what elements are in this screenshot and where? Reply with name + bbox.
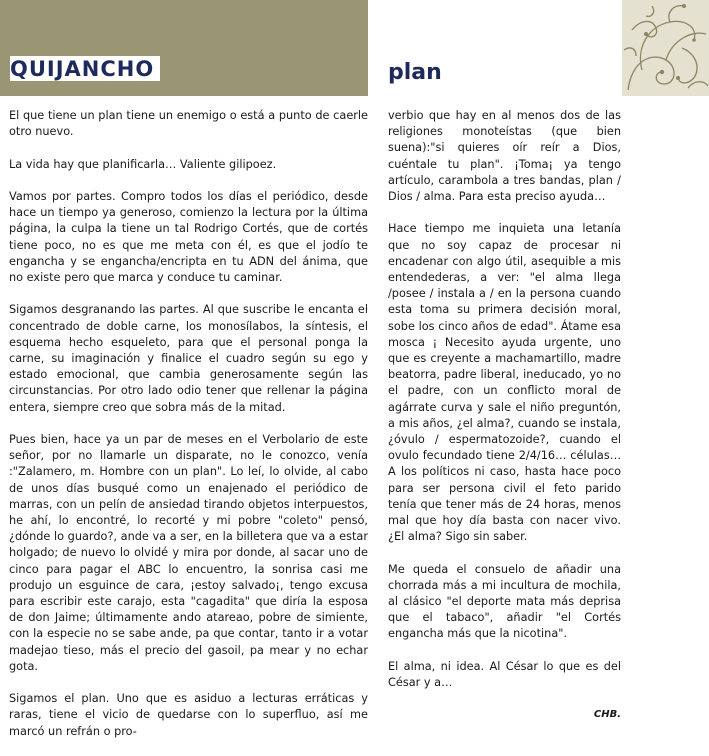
paragraph: El alma, ni idea. Al César lo que es del César y a…: [388, 659, 621, 690]
paragraph: Sigamos desgranando las partes. Al que suscribe le encanta el concentrado de doble carne, los monosílabos, la síntesis, el esquema hecho esqueleto, para que el personal ponga la carne, su imaginación y finalice el cuadro según su ego y estado emocional, que cambia generosamente según las circunstancias. Por otro lado odio tener que rellenar la página entera, siempre creo que sobra más de la mitad.: [9, 303, 368, 414]
paragraph: Sigamos el plan. Uno que es asiduo a lecturas erráticas y raras, tiene el vicio de quedarse con lo superfluo, así me marcó un refrán o pro-: [9, 692, 368, 738]
left-column: [9, 108, 368, 756]
paragraph: Hace tiempo me inquieta una letanía que no soy capaz de procesar ni encadenar con algo útil, asequible a mis entendederas, a ver: "el alma llega /posee / instala a / en la persona cuando esta toma su primera decisión moral, sobe los cinco años de edad". Átame esa mosca ¡ Necesito ayuda urgente, uno que es creyente a machamartillo, madre beatorra, padre liberal, ineducado, yo no el padre, con un conflicto moral de agárrate curva y sale el niño preguntón, a mis años, ¿el alma?, cuando se instala, ¿óvulo / espermatozoide?, cuando el ovulo fecundado tiene 2/4/16… células… A los políticos ni caso, hasta hace poco para ser persona civil el feto parido tenía que tener más de 24 horas, menos mal que hoy día basta con nacer vivo. ¿El alma? Sigo sin saber.: [388, 222, 621, 544]
right-column: [388, 108, 621, 724]
paragraph: Me queda el consuelo de añadir una chorrada más a mi incultura de mochila, al clásico "el deporte mata más deprisa que el tabaco", añadir "el Cortés engancha más que la nicotina".: [388, 562, 621, 641]
paragraph: La vida hay que planificarla… Valiente gilipoez.: [9, 157, 277, 171]
floral-ornament-icon: [622, 0, 709, 96]
paragraph: Vamos por partes. Compro todos los días el periódico, desde hace un tiempo ya generoso, comienzo la lectura por la última página, la culpa la tiene un tal Rodrigo Cortés, que de cortés tiene poco, no es que me meta con él, es que el jodío te engancha y se engancha/encripta en tu ADN del ánima, que no existe pero que marca y conduce tu caminar.: [9, 189, 368, 284]
section-label: QUIJANCHO: [10, 56, 160, 81]
header-band: [0, 0, 368, 96]
paragraph: Pues bien, hace ya un par de meses en el Verbolario de este señor, por no llamarle un disparate, no le conozco, venía :"Zalamero, m. Hombre con un plan". Lo leí, lo olvide, al cabo de unos días busqué como un enajenado el periódico de marras, con un pelín de ansiedad tirando objetos interpuestos, he ahí, lo encontré, lo recorté y mi pobre "coleto" pensó, ¿dónde lo guardo?, ande va a ser, en la billetera que va a estar holgado; de nuevo lo olvidé y mira por donde, al sacar uno de cinco para pagar el ABC lo encuentro, la sonrisa casi me produjo un esguince de cara, ¡estoy salvado¡, tengo excusa para escribir este carajo, esta "cagadita" que diría la esposa de don Jaime; últimamente ando atareao, pobre de simiente, con la especie no se sabe ande, pa que contar, tanto ir a votar madejao tieso, más el precio del gasoil, pa mear y no echar gota.: [9, 433, 368, 673]
paragraph: verbio que hay en al menos dos de las religiones monoteístas (que bien suena):"si quieres oír reír a Dios, cuéntale tu plan". ¡Toma¡ ya tengo artículo, carambola a tres bandas, plan / Dios / alma. Para esta preciso ayuda…: [388, 109, 621, 204]
paragraph: El que tiene un plan tiene un enemigo o está a punto de caerle otro nuevo.: [9, 109, 368, 139]
article-title: plan: [388, 60, 442, 85]
author-signature: CHB.: [593, 709, 621, 721]
